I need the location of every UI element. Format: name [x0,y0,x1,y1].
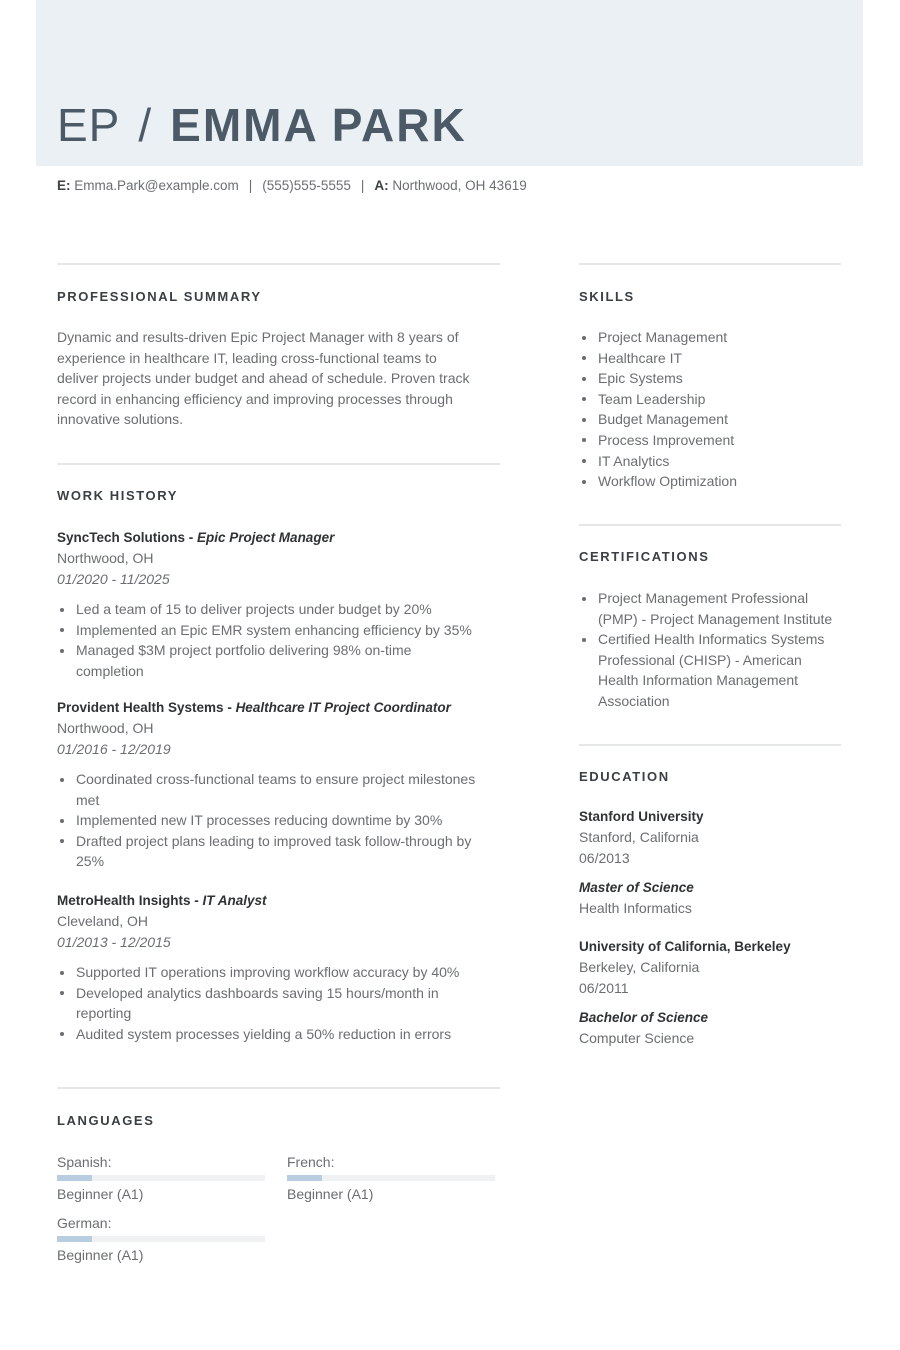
education-location: Stanford, California [579,829,699,845]
job-bullets [57,962,502,1044]
education-entry [579,937,849,1049]
job-dash: - [185,530,198,545]
job-role: Healthcare IT Project Coordinator [235,700,451,715]
summary-line: Dynamic and results-driven Epic Project Manager with 8 years of [57,329,459,345]
skills-heading: SKILLS [579,289,635,304]
education-date: 06/2011 [579,979,629,996]
job-bullet: Audited system processes yielding a 50% reduction in errors [57,1024,502,1045]
contact-separator: | [248,178,253,193]
name-initials: EP [57,99,121,151]
languages-heading: LANGUAGES [57,1113,155,1128]
work-history-heading: WORK HISTORY [57,488,179,503]
skill-item: Process Improvement [579,430,849,451]
full-name: EMMA PARK [170,99,467,151]
email-label: E: [57,178,71,193]
education-date: 06/2013 [579,849,630,866]
skills-list [579,327,849,492]
job-bullet: Managed $3M project portfolio delivering 98% on-time completion [57,640,436,681]
section-divider [57,463,500,465]
job-entry [57,528,502,681]
education-school: University of California, Berkeley [579,939,791,954]
education-field: Health Informatics [579,900,692,916]
language-proficiency-bar [57,1175,265,1181]
certification-item: Certified Health Informatics Systems Professional (CHISP) - American Health Information Management Association [579,629,833,711]
job-title-line [57,698,502,718]
language-item [287,1153,495,1203]
education-field: Computer Science [579,1030,695,1046]
language-proficiency-fill [57,1175,92,1181]
job-bullets [57,769,502,872]
certifications-list [579,588,844,712]
language-level: Beginner (A1) [287,1186,374,1202]
job-bullet: Implemented an Epic EMR system enhancing efficiency by 35% [57,620,502,641]
education-location: Berkeley, California [579,959,700,975]
section-divider [57,263,500,265]
job-dash: - [190,893,203,908]
job-dates: 01/2016 - 12/2019 [57,740,171,757]
language-proficiency-fill [57,1236,92,1242]
certification-item: Project Management Professional (PMP) - Project Management Institute [579,588,844,629]
job-entry [57,891,502,1044]
skill-item: Workflow Optimization [579,471,849,492]
skill-item: Project Management [579,327,849,348]
language-level: Beginner (A1) [57,1186,144,1202]
job-dash: - [223,700,236,715]
education-degree: Master of Science [579,880,694,895]
language-level: Beginner (A1) [57,1247,144,1263]
skill-item: Healthcare IT [579,348,849,369]
phone-value: (555)555-5555 [262,178,351,193]
section-divider [579,744,841,746]
education-school: Stanford University [579,809,704,824]
job-bullet: Drafted project plans leading to improved task follow-through by 25% [57,831,501,872]
job-location: Northwood, OH [57,550,154,566]
language-name: German: [57,1215,112,1231]
job-company: MetroHealth Insights [57,893,191,908]
language-name: French: [287,1154,335,1170]
job-role: IT Analyst [202,893,267,908]
language-item [57,1214,265,1264]
name-separator: / [138,99,153,151]
job-location: Cleveland, OH [57,913,149,929]
contact-line [57,178,527,193]
job-title-line [57,891,502,911]
contact-separator: | [360,178,365,193]
job-location: Northwood, OH [57,720,154,736]
summary-line: deliver projects under budget and ahead of schedule. Proven track [57,370,470,387]
job-company: SyncTech Solutions [57,530,186,545]
address-label: A: [374,178,389,193]
job-bullets [57,599,502,681]
certifications-heading: CERTIFICATIONS [579,549,710,564]
job-bullet: Led a team of 15 to deliver projects under budget by 20% [57,599,502,620]
summary-line: record in enhancing efficiency and improving processes through [57,390,453,407]
skill-item: Budget Management [579,409,849,430]
job-title-line [57,528,502,548]
job-company: Provident Health Systems [57,700,224,715]
job-bullet: Coordinated cross-functional teams to ensure project milestones met [57,769,501,810]
job-role: Epic Project Manager [197,530,335,545]
language-proficiency-bar [287,1175,495,1181]
summary-text [57,327,507,430]
skill-item: IT Analytics [579,451,849,472]
resume-name [57,98,467,152]
education-entry [579,807,849,919]
address-value: Northwood, OH 43619 [392,178,527,193]
job-dates: 01/2013 - 12/2015 [57,933,171,950]
summary-line: experience in healthcare IT, leading cross-functional teams to [57,349,437,366]
email-value: Emma.Park@example.com [74,178,239,193]
language-name: Spanish: [57,1154,112,1170]
section-divider [579,263,841,265]
job-bullet: Implemented new IT processes reducing downtime by 30% [57,810,502,831]
education-heading: EDUCATION [579,769,670,784]
language-proficiency-bar [57,1236,265,1242]
job-entry [57,698,502,872]
language-proficiency-fill [287,1175,322,1181]
job-bullet: Developed analytics dashboards saving 15 hours/month in reporting [57,983,481,1024]
skill-item: Epic Systems [579,368,849,389]
section-divider [579,524,841,526]
summary-line: innovative solutions. [57,411,184,428]
language-item [57,1153,265,1203]
summary-heading: PROFESSIONAL SUMMARY [57,289,262,304]
job-dates: 01/2020 - 11/2025 [57,570,170,587]
job-bullet: Supported IT operations improving workflow accuracy by 40% [57,962,502,983]
skill-item: Team Leadership [579,389,849,410]
education-degree: Bachelor of Science [579,1010,709,1025]
section-divider [57,1087,500,1089]
